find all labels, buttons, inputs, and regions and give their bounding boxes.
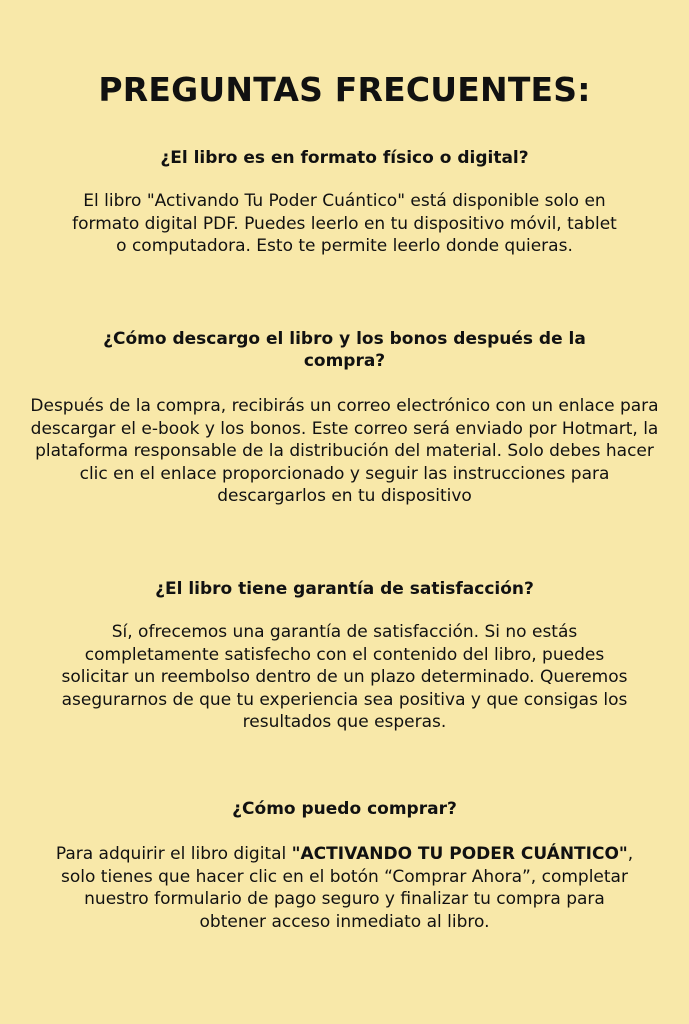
faq-question-purchase: ¿Cómo puedo comprar? (232, 799, 457, 819)
faq-answer-purchase (50, 843, 639, 933)
faq-answer-guarantee: Sí, ofrecemos una garantía de satisfacción. Si no estás completamente satisfecho con el contenido del libro, puedes solicitar un reembolso dentro de un plazo determinado. Queremos asegurarnos de que tu experiencia sea positiva y que consigas los resultados que esperas. (61, 622, 628, 732)
answer-text-start: Para adquirir el libro digital (55, 844, 292, 864)
faq-question-guarantee: ¿El libro tiene garantía de satisfacción? (155, 579, 534, 599)
faq-answer-download: Después de la compra, recibirás un correo electrónico con un enlace para descargar el e-book y los bonos. Este correo será enviado por Hotmart, la plataforma responsable de la distribución del material. Solo debes hacer clic en el enlace proporcionado y seguir las instrucciones para descargarlos en tu dispositivo (30, 396, 659, 506)
page-title: PREGUNTAS FRECUENTES: (98, 70, 591, 109)
faq-question-download: ¿Cómo descargo el libro y los bonos después de la compra? (103, 329, 586, 371)
faq-answer-format: El libro "Activando Tu Poder Cuántico" está disponible solo en formato digital PDF. Puedes leerlo en tu dispositivo móvil, tablet o computadora. Esto te permite leerlo donde quieras. (72, 191, 617, 256)
answer-text-end: , solo tienes que hacer clic en el botón “Comprar Ahora”, completar nuestro formulario de pago seguro y finalizar tu compra para obtener acceso inmediato al libro. (61, 844, 634, 932)
faq-question-format: ¿El libro es en formato físico o digital? (160, 148, 529, 168)
book-title-emphasis: "ACTIVANDO TU PODER CUÁNTICO" (291, 844, 628, 864)
